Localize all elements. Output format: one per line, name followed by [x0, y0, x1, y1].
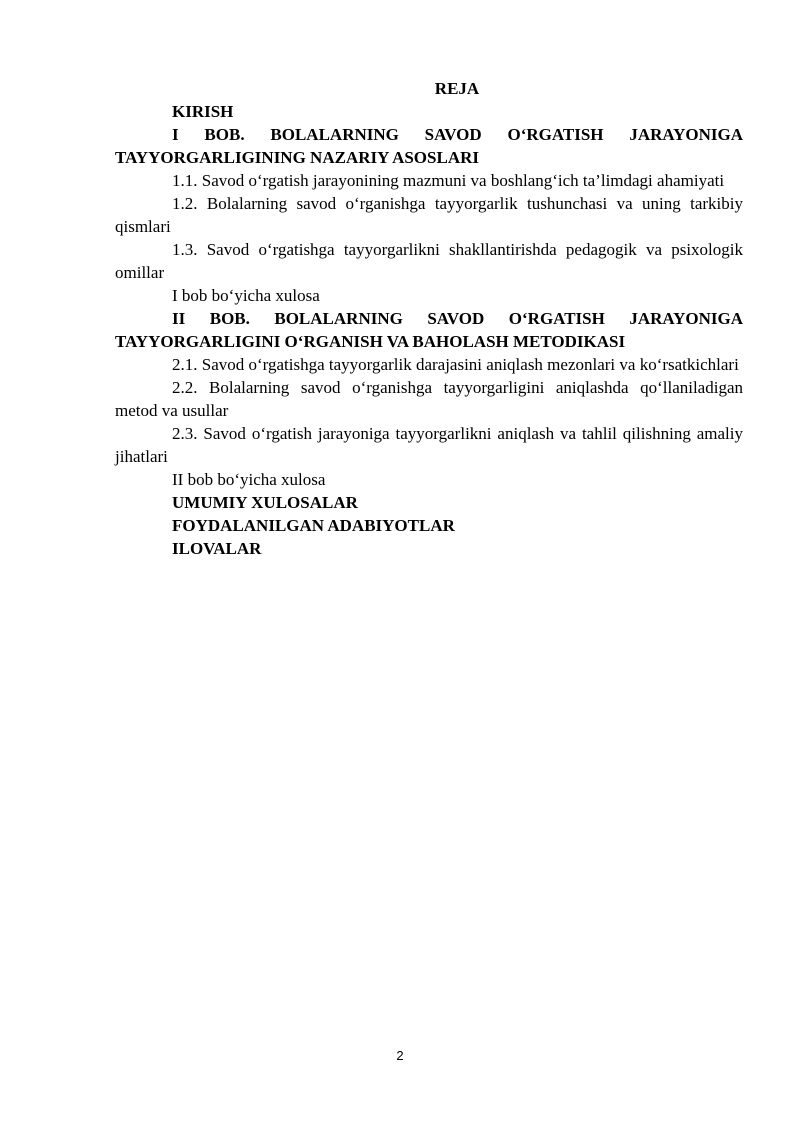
page-title: REJA	[434, 79, 480, 98]
table-of-contents	[115, 77, 743, 560]
page-number: 2	[396, 1048, 404, 1063]
toc-entry: II BOB. BOLALARNING SAVOD O‘RGATISH JARAYONIGA TAYYORGARLIGINI O‘RGANISH VA BAHOLASH METODIKASI	[115, 309, 743, 351]
toc-entry: UMUMIY XULOSALAR	[172, 493, 358, 512]
toc-entry: I bob bo‘yicha xulosa	[172, 286, 320, 305]
toc-entry: 1.1. Savod o‘rgatish jarayonining mazmuni va boshlang‘ich ta’limdagi ahamiyati	[172, 171, 725, 190]
toc-entry: ILOVALAR	[172, 539, 262, 558]
toc-entry: 2.3. Savod o‘rgatish jarayoniga tayyorgarlikni aniqlash va tahlil qilishning amaliy jihatlari	[115, 424, 743, 466]
toc-entry: 1.3. Savod o‘rgatishga tayyorgarlikni shakllantirishda pedagogik va psixologik omillar	[115, 240, 743, 282]
toc-entry: I BOB. BOLALARNING SAVOD O‘RGATISH JARAYONIGA TAYYORGARLIGINING NAZARIY ASOSLARI	[115, 125, 743, 167]
toc-entry: 2.2. Bolalarning savod o‘rganishga tayyorgarligini aniqlashda qo‘llaniladigan metod va usullar	[115, 378, 743, 420]
toc-entry: II bob bo‘yicha xulosa	[172, 470, 326, 489]
toc-entry: 1.2. Bolalarning savod o‘rganishga tayyorgarlik tushunchasi va uning tarkibiy qismlari	[115, 194, 743, 236]
toc-entry: 2.1. Savod o‘rgatishga tayyorgarlik darajasini aniqlash mezonlari va ko‘rsatkichlari	[172, 355, 739, 374]
toc-entry: FOYDALANILGAN ADABIYOTLAR	[172, 516, 455, 535]
toc-entry: KIRISH	[172, 102, 234, 121]
